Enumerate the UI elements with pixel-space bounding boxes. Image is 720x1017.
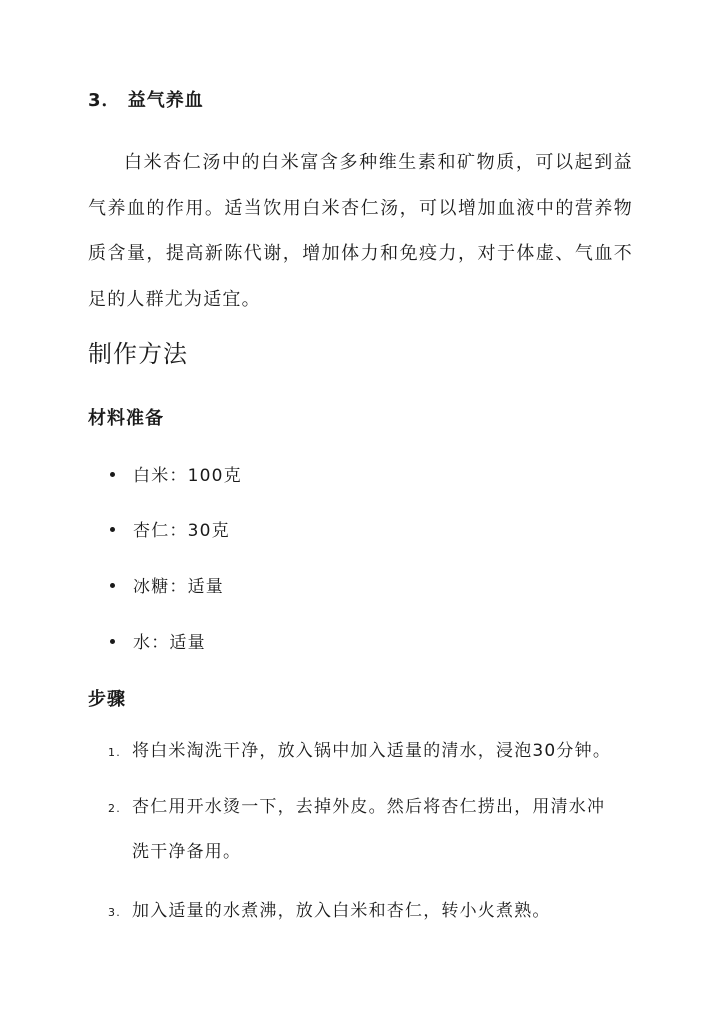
step-item: [108, 729, 628, 775]
step-number: 2.: [108, 802, 121, 815]
list-item-text: 白米：100克: [133, 466, 242, 486]
method-title: 制作方法: [88, 340, 188, 368]
bullet-icon: [110, 527, 115, 532]
list-item: [110, 628, 206, 653]
list-item: [110, 461, 242, 486]
step-text: 加入适量的水煮沸，放入白米和杏仁，转小火煮熟。: [132, 901, 551, 921]
step-text: 将白米淘洗干净，放入锅中加入适量的清水，浸泡30分钟。: [132, 741, 612, 761]
step-number: 3.: [108, 906, 121, 919]
materials-title: 材料准备: [88, 408, 164, 429]
bullet-icon: [110, 472, 115, 477]
list-item: [110, 572, 224, 597]
bullet-icon: [110, 639, 115, 644]
list-item-text: 冰糖：适量: [133, 577, 224, 597]
bullet-icon: [110, 583, 115, 588]
list-item-text: 杏仁：30克: [133, 521, 230, 541]
body-paragraph: 白米杏仁汤中的白米富含多种维生素和矿物质，可以起到益气养血的作用。适当饮用白米杏仁汤，可以增加血液中的营养物质含量，提高新陈代谢，增加体力和免疫力，对于体虚、气血不足的人群尤为适宜。: [88, 152, 633, 310]
list-item-text: 水：适量: [133, 633, 206, 653]
step-item: [108, 889, 628, 935]
step-item: [108, 785, 628, 875]
step-text: 杏仁用开水烫一下，去掉外皮。然后将杏仁捞出，用清水冲洗干净备用。: [132, 797, 606, 862]
section-heading: 3． 益气养血: [88, 90, 204, 111]
list-item: [110, 516, 230, 541]
steps-title: 步骤: [88, 689, 126, 710]
step-number: 1.: [108, 746, 121, 759]
